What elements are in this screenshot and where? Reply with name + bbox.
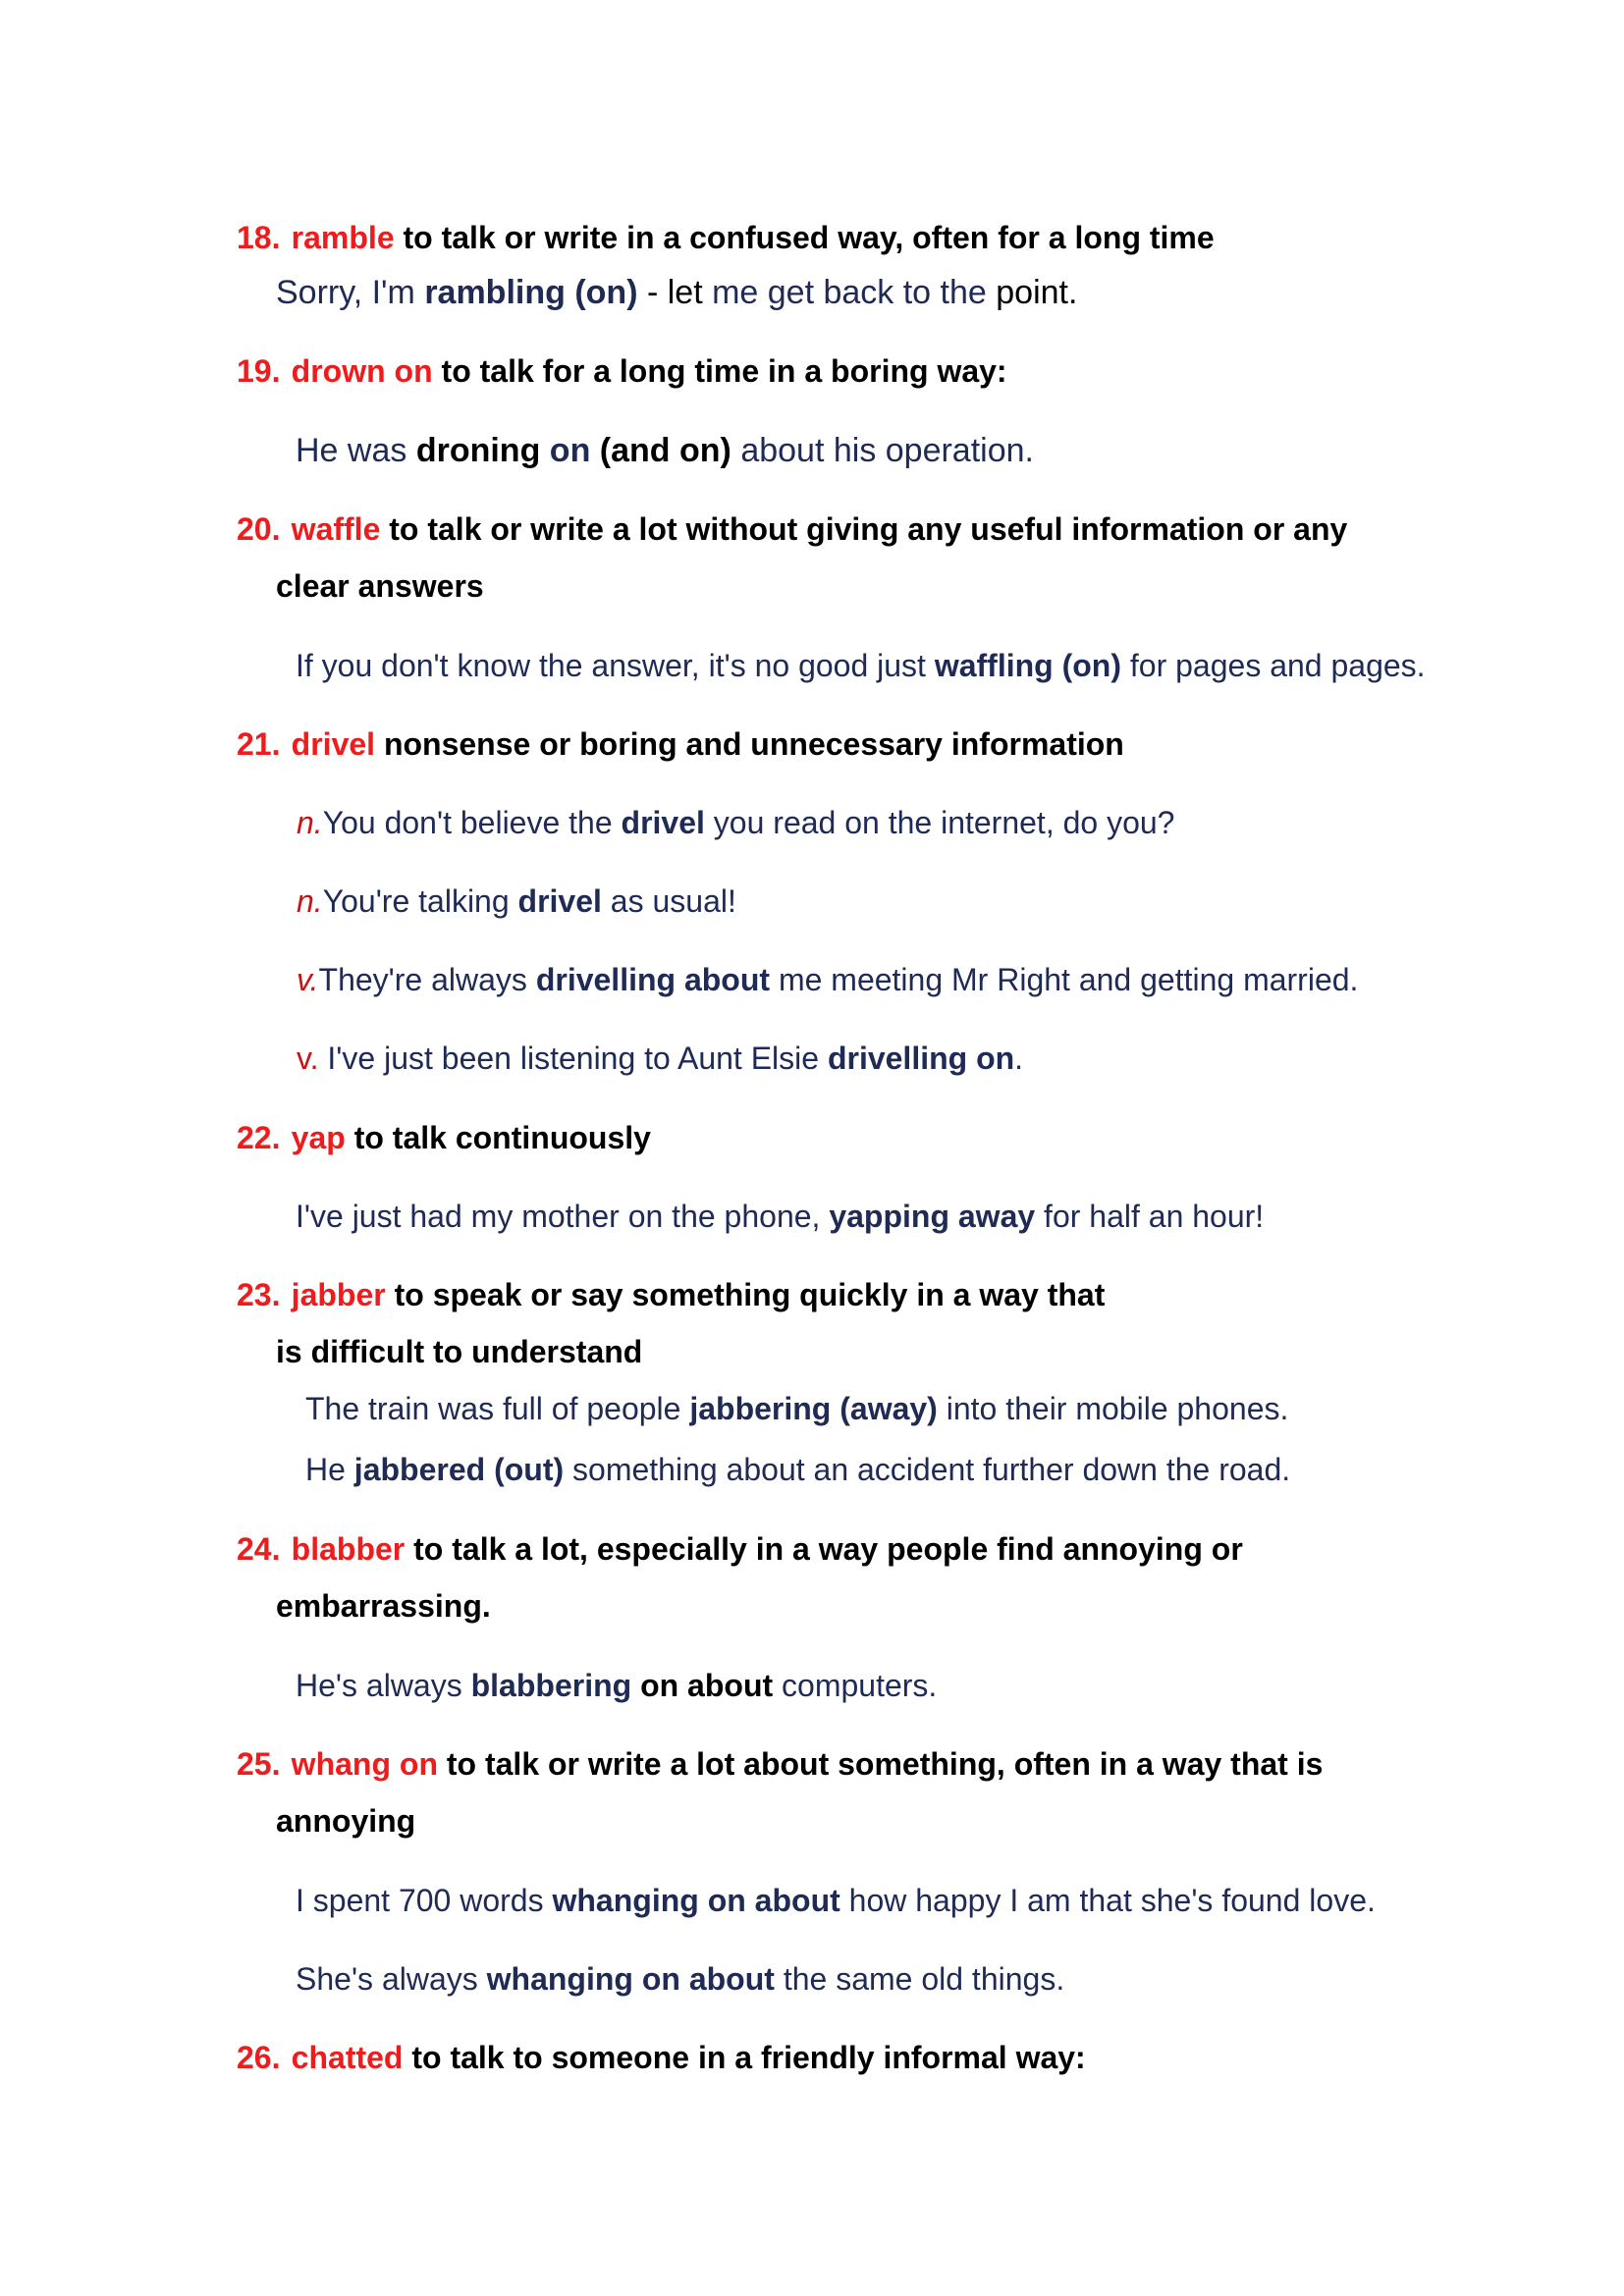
example-text: as usual! bbox=[601, 883, 736, 919]
entry-term: chatted bbox=[291, 2040, 404, 2075]
entry-term: jabber bbox=[291, 1277, 386, 1312]
entry-definition: clear answers bbox=[276, 568, 484, 604]
entry-term: whang on bbox=[291, 1746, 438, 1782]
example-text: for half an hour! bbox=[1035, 1199, 1265, 1234]
example-text: computers. bbox=[773, 1668, 938, 1703]
entry-definition: to talk or write in a confused way, often for a long time bbox=[403, 220, 1215, 255]
example-text: He bbox=[305, 1452, 354, 1487]
entry-23-heading bbox=[237, 1279, 1105, 1310]
entry-21-example-4 bbox=[297, 1042, 1023, 1074]
entry-24-heading-cont bbox=[276, 1590, 491, 1622]
example-text: He was bbox=[296, 432, 416, 469]
example-keyword: (and on) bbox=[599, 432, 731, 469]
example-text: They're always bbox=[318, 962, 536, 997]
entry-20-example-1 bbox=[296, 650, 1426, 681]
part-of-speech: v. bbox=[297, 1041, 319, 1076]
example-keyword: jabbered (out) bbox=[353, 1452, 565, 1487]
example-keyword: droning bbox=[415, 432, 541, 469]
example-text: how happy I am that she's found love. bbox=[839, 1883, 1376, 1918]
entry-term: ramble bbox=[291, 220, 395, 255]
example-text: about his operation. bbox=[731, 432, 1034, 469]
example-keyword: drivelling about bbox=[535, 962, 771, 997]
example-keyword: on bbox=[540, 432, 600, 469]
entry-definition: nonsense or boring and unnecessary information bbox=[383, 726, 1124, 762]
example-text: He's always bbox=[296, 1668, 471, 1703]
part-of-speech: n. bbox=[297, 805, 323, 840]
entry-definition: to talk or write a lot without giving any useful information or any bbox=[389, 511, 1348, 547]
entry-21-heading bbox=[237, 728, 1124, 760]
example-keyword: on about bbox=[631, 1668, 774, 1703]
example-text: me get back to the bbox=[702, 274, 997, 311]
entry-number: 18. bbox=[237, 220, 281, 255]
example-keyword: drivel bbox=[517, 883, 602, 919]
example-keyword: whanging on about bbox=[486, 1961, 775, 1997]
entry-definition: annoying bbox=[276, 1803, 416, 1839]
example-text: If you don't know the answer, it's no good just bbox=[296, 648, 935, 683]
entry-21-example-2 bbox=[297, 885, 736, 917]
example-text: . bbox=[1014, 1041, 1024, 1076]
entry-term: yap bbox=[291, 1120, 346, 1155]
example-text: You don't believe the bbox=[322, 805, 622, 840]
part-of-speech: v. bbox=[297, 962, 319, 997]
entry-term: blabber bbox=[291, 1531, 406, 1567]
entry-term: drivel bbox=[291, 726, 376, 762]
example-keyword: jabbering (away) bbox=[689, 1391, 938, 1426]
entry-23-example-2 bbox=[305, 1454, 1290, 1485]
entry-20-heading-cont bbox=[276, 570, 484, 602]
entry-number: 20. bbox=[237, 511, 281, 547]
entry-18-example-1 bbox=[276, 276, 1077, 309]
entry-22-example-1 bbox=[296, 1201, 1264, 1232]
entry-18-heading bbox=[237, 222, 1215, 253]
example-keyword: blabbering bbox=[470, 1668, 632, 1703]
example-text: I spent 700 words bbox=[296, 1883, 553, 1918]
entry-definition: to speak or say something quickly in a way that bbox=[394, 1277, 1106, 1312]
example-text: you read on the internet, do you? bbox=[704, 805, 1175, 840]
entry-definition: is difficult to understand bbox=[276, 1334, 643, 1369]
entry-number: 21. bbox=[237, 726, 281, 762]
entry-term: waffle bbox=[291, 511, 381, 547]
entry-19-example-1 bbox=[296, 434, 1034, 467]
entry-26-heading bbox=[237, 2042, 1086, 2073]
entry-21-example-3 bbox=[297, 964, 1358, 995]
entry-25-example-1 bbox=[296, 1885, 1376, 1916]
example-text: me meeting Mr Right and getting married. bbox=[770, 962, 1359, 997]
example-text: I've just been listening to Aunt Elsie bbox=[318, 1041, 828, 1076]
example-text: something about an accident further down the road. bbox=[564, 1452, 1291, 1487]
example-keyword: rambling (on) bbox=[424, 274, 638, 311]
entry-number: 22. bbox=[237, 1120, 281, 1155]
example-text: point. bbox=[996, 274, 1078, 311]
entry-number: 26. bbox=[237, 2040, 281, 2075]
entry-number: 19. bbox=[237, 353, 281, 389]
entry-definition: to talk continuously bbox=[353, 1120, 651, 1155]
example-text: I've just had my mother on the phone, bbox=[296, 1199, 830, 1234]
example-text: Sorry, I'm bbox=[276, 274, 425, 311]
entry-24-heading bbox=[237, 1533, 1243, 1565]
entry-number: 24. bbox=[237, 1531, 281, 1567]
entry-24-example-1 bbox=[296, 1670, 937, 1701]
entry-definition: to talk a lot, especially in a way people find annoying or bbox=[413, 1531, 1243, 1567]
entry-number: 23. bbox=[237, 1277, 281, 1312]
example-text: the same old things. bbox=[774, 1961, 1065, 1997]
example-keyword: yapping away bbox=[829, 1199, 1036, 1234]
entry-23-example-1 bbox=[305, 1393, 1288, 1424]
example-keyword: drivelling on bbox=[827, 1041, 1015, 1076]
example-text: into their mobile phones. bbox=[937, 1391, 1289, 1426]
entry-20-heading bbox=[237, 513, 1347, 545]
entry-22-heading bbox=[237, 1122, 651, 1153]
entry-number: 25. bbox=[237, 1746, 281, 1782]
entry-definition: to talk or write a lot about something, often in a way that is bbox=[446, 1746, 1324, 1782]
entry-25-example-2 bbox=[296, 1963, 1064, 1995]
entry-definition: to talk to someone in a friendly informal way: bbox=[411, 2040, 1086, 2075]
entry-21-example-1 bbox=[297, 807, 1174, 838]
example-text: - let bbox=[637, 274, 703, 311]
example-text: for pages and pages. bbox=[1121, 648, 1426, 683]
entry-definition: embarrassing. bbox=[276, 1588, 491, 1624]
example-text: You're talking bbox=[322, 883, 518, 919]
entry-term: drown on bbox=[291, 353, 433, 389]
entry-23-heading-cont bbox=[276, 1336, 642, 1367]
example-keyword: whanging on about bbox=[552, 1883, 840, 1918]
example-text: The train was full of people bbox=[305, 1391, 690, 1426]
part-of-speech: n. bbox=[297, 883, 323, 919]
example-keyword: waffling (on) bbox=[934, 648, 1121, 683]
example-text: She's always bbox=[296, 1961, 487, 1997]
entry-definition: to talk for a long time in a boring way: bbox=[441, 353, 1007, 389]
entry-19-heading bbox=[237, 355, 1007, 387]
example-keyword: drivel bbox=[621, 805, 705, 840]
entry-25-heading bbox=[237, 1748, 1323, 1780]
entry-25-heading-cont bbox=[276, 1805, 415, 1837]
